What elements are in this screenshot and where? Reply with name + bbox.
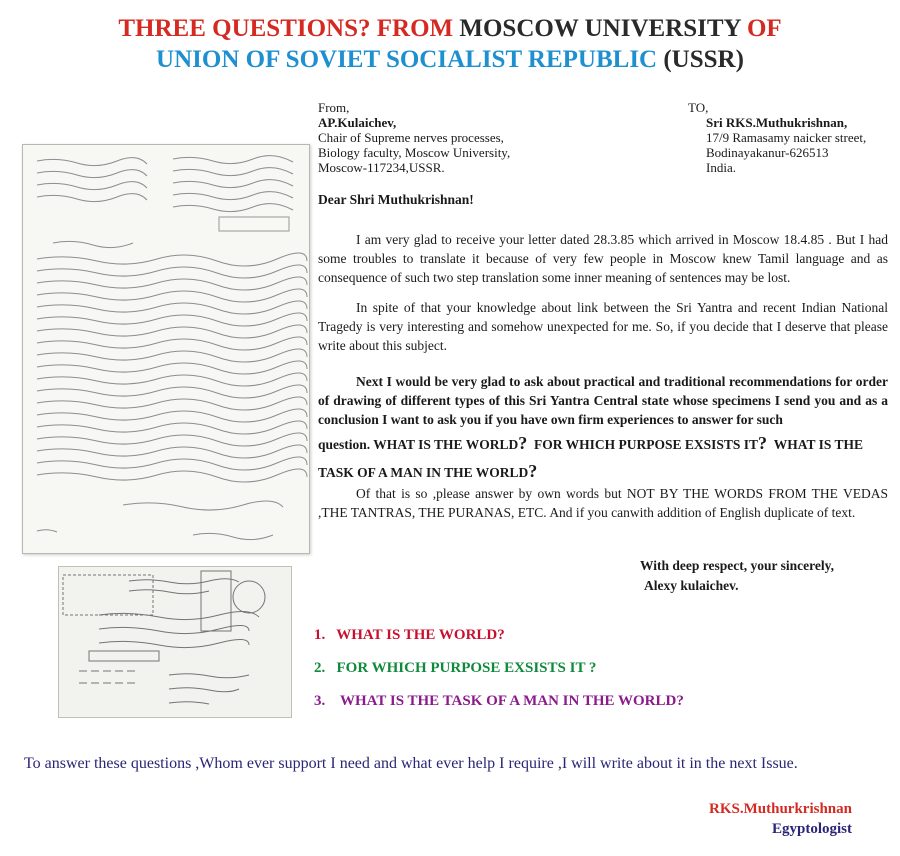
envelope-stamp-icon	[59, 567, 291, 717]
title-part-union: UNION OF SOVIET SOCIALIST REPUBLIC	[156, 46, 664, 73]
letter-paragraph-4: Of that is so ,please answer by own words but NOT BY THE WORDS FROM THE VEDAS ,THE TANTRAS, THE PURANAS, ETC. And if you canwith addition of English duplicate of text.	[318, 486, 888, 520]
title-part-ussr: (USSR)	[663, 46, 744, 73]
title-part-of: OF	[746, 15, 782, 42]
to-line-2: Bodinayakanur-626513	[706, 145, 829, 160]
page-title-line-1	[0, 14, 900, 44]
letter-salutation: Dear Shri Muthukrishnan!	[318, 192, 474, 207]
title-part-university: MOSCOW UNIVERSITY	[459, 15, 747, 42]
from-line-1: Chair of Supreme nerves processes,	[318, 130, 504, 145]
to-address	[688, 100, 888, 175]
letter-closing	[640, 556, 890, 596]
letter-paragraph-3: Next I would be very glad to ask about practical and traditional recommendations for order of drawing of different types of this Sri Yantra Central state whose specimens I send you and as a conclusion I want to ask you if you have own firm experiences to answer for such	[318, 374, 888, 427]
inline-question-start: question. WHAT IS THE WORLD	[318, 437, 519, 452]
to-line-3: India.	[706, 160, 736, 175]
envelope-image	[58, 566, 292, 718]
page-title-line-2	[0, 45, 900, 75]
question-mark-icon: ?	[758, 433, 768, 453]
question-number: 1.	[314, 627, 326, 643]
from-address	[318, 100, 548, 175]
question-mark-icon: ?	[528, 461, 538, 481]
inline-question-mid-1: FOR WHICH PURPOSE EXSISTS IT	[533, 437, 759, 452]
from-line-3: Moscow-117234,USSR.	[318, 160, 445, 175]
from-name: AP.Kulaichev,	[318, 115, 397, 130]
handwriting-scribble-icon	[23, 145, 309, 553]
handwritten-letter-image	[22, 144, 310, 554]
title-part-questions: THREE QUESTIONS? FROM	[118, 15, 460, 42]
question-text: WHAT IS THE WORLD?	[336, 627, 505, 643]
author-role: Egyptologist	[771, 821, 852, 837]
to-name: Sri RKS.Muthukrishnan,	[706, 115, 848, 130]
question-number: 3.	[314, 693, 326, 709]
question-item-3	[314, 692, 684, 710]
question-mark-icon: ?	[518, 433, 528, 453]
question-number: 2.	[314, 660, 326, 676]
question-item-2	[314, 659, 684, 677]
inline-question-mid-2: WHAT IS THE	[773, 437, 864, 452]
from-line-2: Biology faculty, Moscow University,	[318, 145, 511, 160]
author-name: RKS.Muthurkrishnan	[709, 801, 852, 817]
to-label: TO,	[688, 100, 709, 115]
closing-line: With deep respect, your sincerely,	[640, 558, 834, 573]
letter-paragraph-1: I am very glad to receive your letter dated 28.3.85 which arrived in Moscow 18.4.85 . But I had some troubles to translate it because of very few people in Moscow knew Tamil language and as consequence of such two step translation some inner meaning of sentences may be lost.	[318, 232, 888, 285]
letter-questions-inline	[318, 430, 888, 486]
from-label: From,	[318, 100, 350, 115]
question-list	[314, 626, 684, 710]
letter-paragraph-2: In spite of that your knowledge about link between the Sri Yantra and recent Indian National Tragedy is very interesting and somehow unexpected for me. So, if you decide that I deserve that please write about this subject.	[318, 300, 888, 353]
question-item-1	[314, 626, 684, 644]
inline-question-end: TASK OF A MAN IN THE WORLD	[318, 465, 529, 480]
footer-note: To answer these questions ,Whom ever support I need and what ever help I require ,I will write about it in the next Issue.	[24, 755, 798, 772]
question-text: FOR WHICH PURPOSE EXSISTS IT ?	[336, 660, 597, 676]
signature-name: Alexy kulaichev.	[644, 578, 739, 593]
to-line-1: 17/9 Ramasamy naicker street,	[706, 130, 867, 145]
question-text: WHAT IS THE TASK OF A MAN IN THE WORLD?	[339, 693, 684, 709]
